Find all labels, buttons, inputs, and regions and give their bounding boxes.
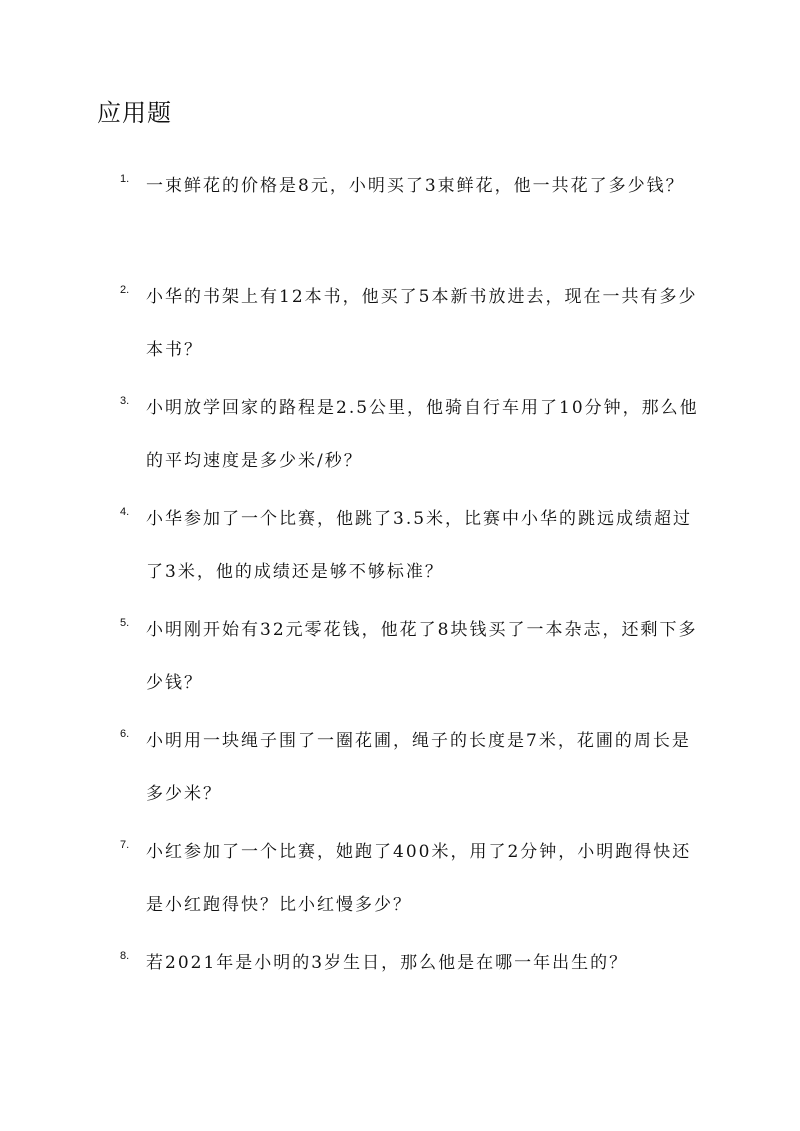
question-number: 5. <box>120 617 130 629</box>
question-text: 小明放学回家的路程是2.5公里，他骑自行车用了10分钟，那么他的平均速度是多少米/秒？ <box>146 398 699 471</box>
question-text: 小明刚开始有32元零花钱，他花了8块钱买了一本杂志，还剩下多少钱？ <box>146 620 698 693</box>
question-text: 若2021年是小明的3岁生日，那么他是在哪一年出生的？ <box>146 953 629 973</box>
question-text: 小红参加了一个比赛，她跑了400米，用了2分钟，小明跑得快还是小红跑得快？比小红慢多少？ <box>146 842 692 915</box>
question-number: 7. <box>120 839 130 851</box>
question-text: 小华的书架上有12本书，他买了5本新书放进去，现在一共有多少本书？ <box>146 287 698 360</box>
question-number: 4. <box>120 506 130 518</box>
question-number: 1. <box>120 173 130 185</box>
question-number: 3. <box>120 395 130 407</box>
question-text: 小明用一块绳子围了一圈花圃，绳子的长度是7米，花圃的周长是多少米？ <box>146 731 691 804</box>
question-number: 2. <box>120 284 130 296</box>
question-text: 小华参加了一个比赛，他跳了3.5米，比赛中小华的跳远成绩超过了3米，他的成绩还是够不够标准？ <box>146 509 693 582</box>
question-number: 6. <box>120 728 130 740</box>
question-text: 一束鲜花的价格是8元，小明买了3束鲜花，他一共花了多少钱？ <box>146 176 685 196</box>
question-number: 8. <box>120 950 130 962</box>
page-title: 应用题 <box>97 99 172 127</box>
